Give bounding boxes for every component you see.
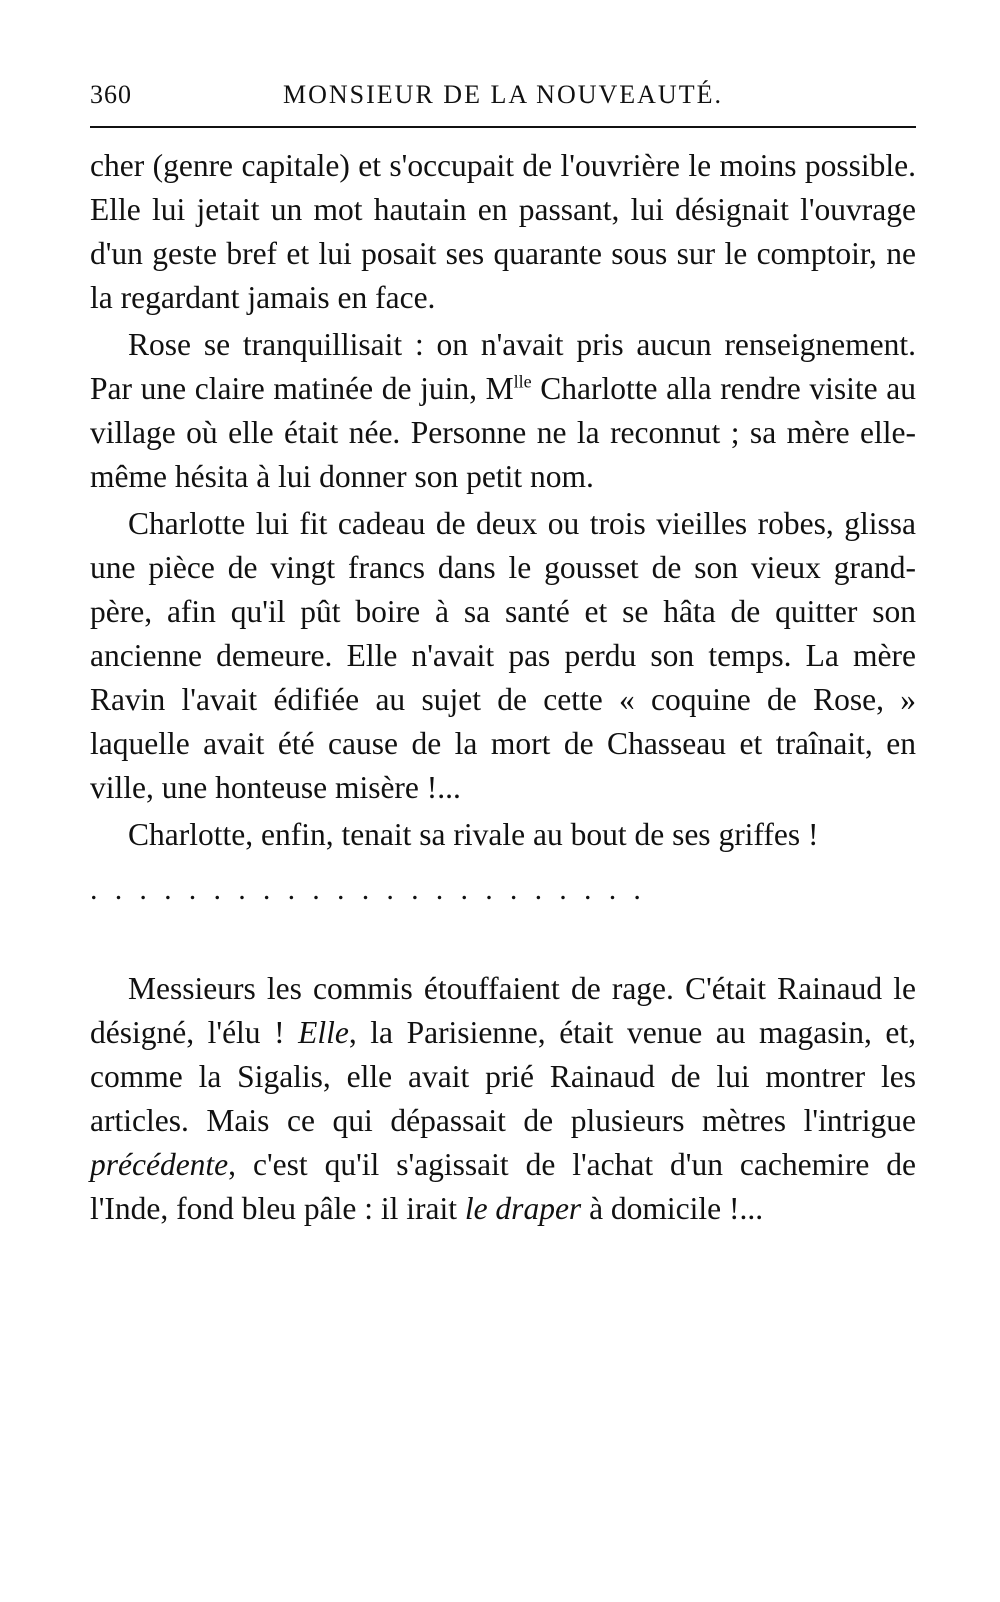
paragraph-5-italic-3: le draper [464, 1191, 582, 1226]
separator-dots: ....................... [90, 875, 659, 905]
header-rule [90, 126, 916, 128]
paragraph-2-part-a: Rose se tranquillisait : on n'avait pris aucun renseignement. Par une claire matinée de juin, M [90, 327, 916, 406]
paragraph-5-part-b: , la Parisienne, était venue au magasin, et, comme la Sigalis, elle avait prié Rainaud de lui montrer les articles. Mais ce qui dépassait de plusieurs mètres l'intrigue [90, 1015, 916, 1138]
running-head [90, 80, 916, 126]
paragraph-5-part-c: , c'est qu'il s'agissait de l'achat d'un cachemire de l'Inde, fond bleu pâle : il irait [90, 1147, 916, 1226]
body-text [90, 144, 916, 1231]
paragraph-5 [90, 967, 916, 1231]
running-title: MONSIEUR DE LA NOUVEAUTÉ. [283, 80, 723, 109]
paragraph-4: Charlotte, enfin, tenait sa rivale au bout de ses griffes ! [128, 817, 819, 852]
book-page [90, 80, 916, 1231]
paragraph-2 [90, 323, 916, 499]
paragraph-5-part-d: à domicile !... [581, 1191, 764, 1226]
page-number: 360 [90, 80, 132, 109]
paragraph-5-part-a: Messieurs les commis étouffaient de rage. C'était Rainaud le désigné, l'élu ! [90, 971, 916, 1050]
section-separator [90, 875, 916, 965]
paragraph-2-superscript: lle [513, 371, 532, 392]
paragraph-3: Charlotte lui fit cadeau de deux ou trois vieilles robes, glissa une pièce de vingt francs dans le gousset de son vieux grand-père, afin qu'il pût boire à sa santé et se hâta de quitter son ancienne demeure. Elle n'avait pas perdu son temps. La mère Ravin l'avait édifiée au sujet de cette « coquine de Rose, » laquelle avait été cause de la mort de Chasseau et traînait, en ville, une honteuse misère !... [90, 506, 916, 805]
paragraph-5-italic-1: Elle [298, 1015, 349, 1050]
paragraph-2-part-b: Charlotte alla rendre visite au village où elle était née. Personne ne la reconnut ; sa mère elle-même hésita à lui donner son petit nom. [90, 371, 916, 494]
paragraph-1: cher (genre capitale) et s'occupait de l'ouvrière le moins possible. Elle lui jetait un mot hautain en passant, lui désignait l'ouvrage d'un geste bref et lui posait ses quarante sous sur le comptoir, ne la regardant jamais en face. [90, 148, 916, 315]
paragraph-5-italic-2: précédente [90, 1147, 229, 1182]
